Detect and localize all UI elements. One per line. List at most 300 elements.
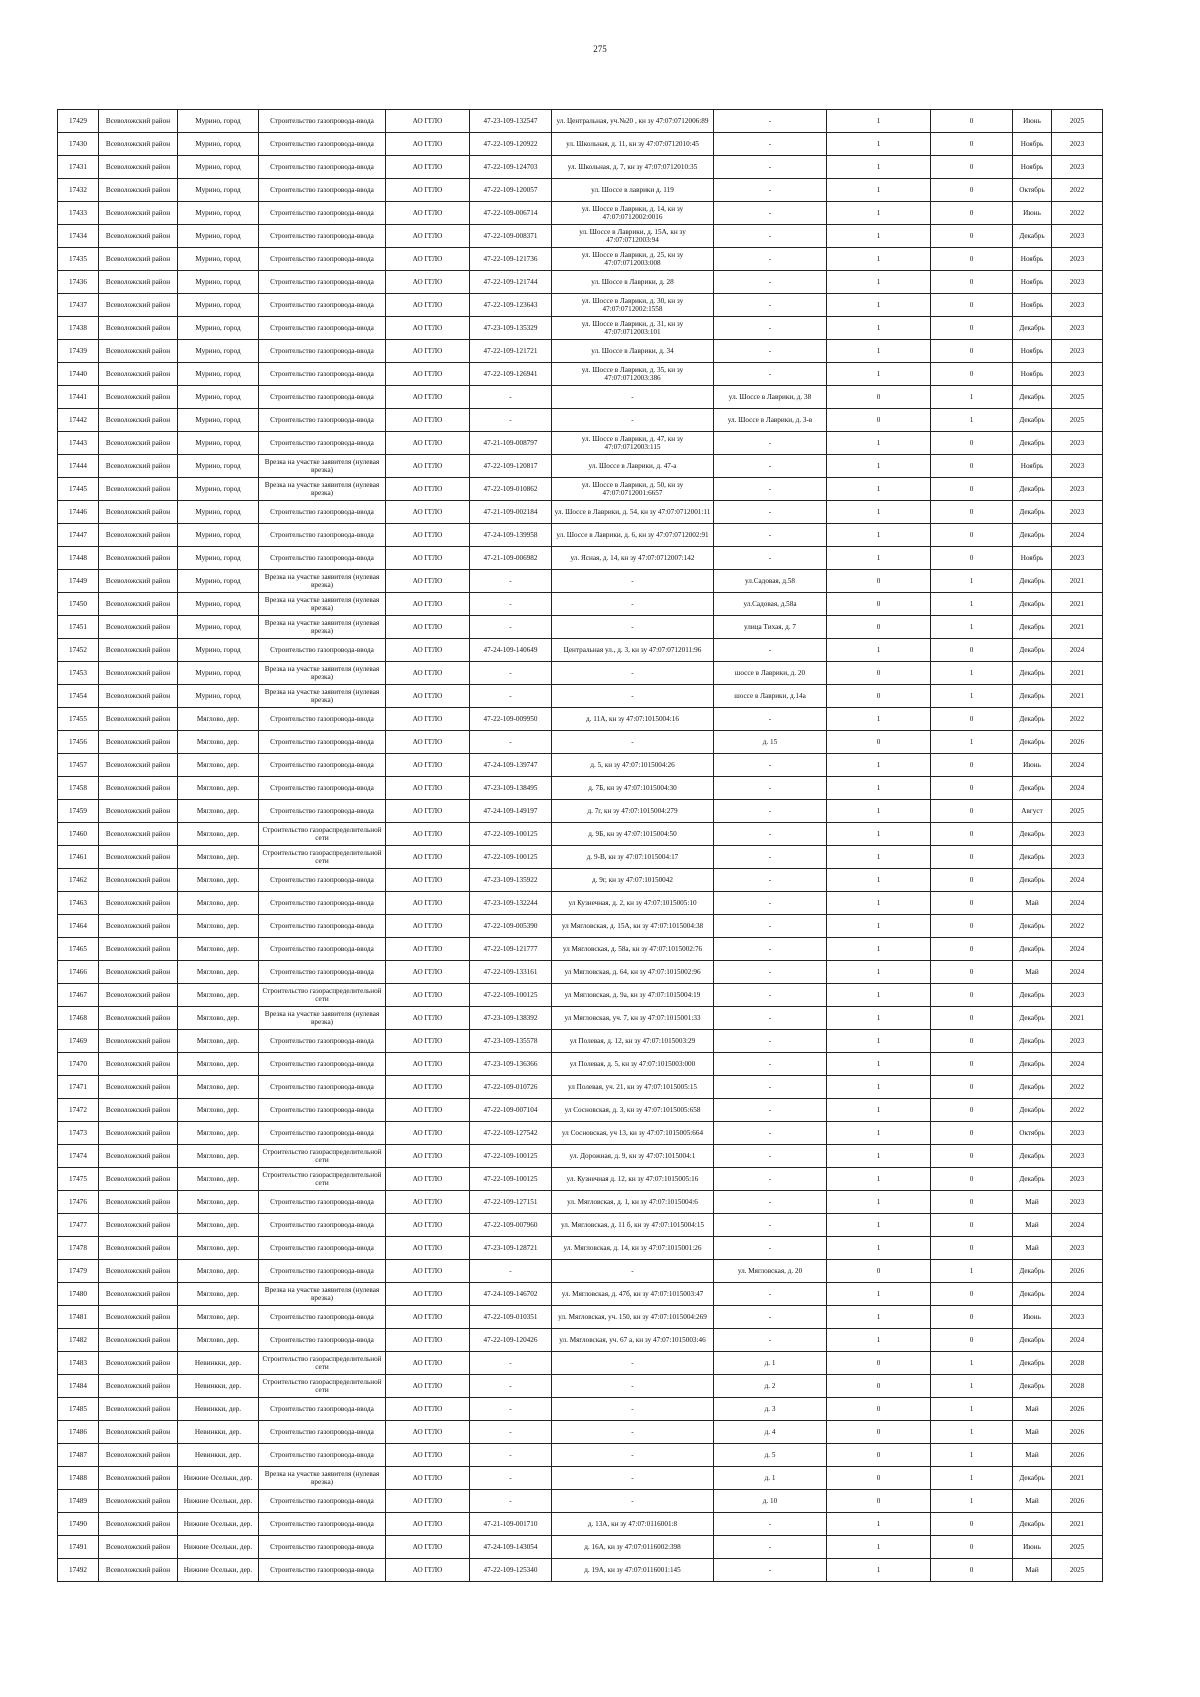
year-cell: 2028 [1052,1352,1103,1375]
address-cell: д. 9-В, кн зу 47:07:1015004:17 [552,846,714,869]
district-cell: Всеволожский район [99,547,178,570]
settlement-cell: Мурино, город [178,248,259,271]
district-cell: Всеволожский район [99,1375,178,1398]
organization-cell: АО ГГЛО [386,915,470,938]
application-number-cell: 47-22-109-100125 [470,846,552,869]
flag-b-cell: 0 [931,639,1013,662]
year-cell: 2024 [1052,892,1103,915]
flag-a-cell: 1 [827,984,931,1007]
alt-address-cell: - [714,1536,827,1559]
settlement-cell: Мурино, город [178,639,259,662]
settlement-cell: Мяглово, дер. [178,1007,259,1030]
application-number-cell: - [470,616,552,639]
flag-b-cell: 0 [931,317,1013,340]
flag-b-cell: 1 [931,685,1013,708]
row-number: 17477 [58,1214,99,1237]
address-cell: ул Сосновская, д. 3, кн зу 47:07:1015005:658 [552,1099,714,1122]
district-cell: Всеволожский район [99,386,178,409]
row-number: 17451 [58,616,99,639]
year-cell: 2024 [1052,938,1103,961]
application-number-cell: 47-23-109-128721 [470,1237,552,1260]
alt-address-cell: ул. Шоссе в Лаврики, д. 3-в [714,409,827,432]
flag-a-cell: 1 [827,1145,931,1168]
table-row [58,156,1103,179]
flag-a-cell: 0 [827,1490,931,1513]
organization-cell: АО ГГЛО [386,1260,470,1283]
settlement-cell: Мурино, город [178,156,259,179]
organization-cell: АО ГГЛО [386,708,470,731]
organization-cell: АО ГГЛО [386,754,470,777]
application-number-cell: 47-22-109-120057 [470,179,552,202]
table-row [58,1214,1103,1237]
district-cell: Всеволожский район [99,1168,178,1191]
application-number-cell: - [470,386,552,409]
settlement-cell: Мяглово, дер. [178,892,259,915]
year-cell: 2023 [1052,1306,1103,1329]
row-number: 17457 [58,754,99,777]
row-number: 17432 [58,179,99,202]
month-cell: Ноябрь [1013,363,1052,386]
year-cell: 2025 [1052,386,1103,409]
table-row [58,823,1103,846]
flag-b-cell: 0 [931,340,1013,363]
application-number-cell: - [470,593,552,616]
work-type-cell: Врезка на участке заявителя (нулевая врезка) [259,570,386,593]
table-row [58,501,1103,524]
row-number: 17463 [58,892,99,915]
year-cell: 2026 [1052,1421,1103,1444]
district-cell: Всеволожский район [99,1237,178,1260]
table-row [58,1283,1103,1306]
application-number-cell: - [470,662,552,685]
flag-b-cell: 1 [931,1352,1013,1375]
district-cell: Всеволожский район [99,1007,178,1030]
application-number-cell: - [470,1352,552,1375]
year-cell: 2024 [1052,1283,1103,1306]
alt-address-cell: - [714,1145,827,1168]
application-number-cell: 47-22-109-006714 [470,202,552,225]
address-cell: ул Полевая, д. 5, кн зу 47:07:1015003:000 [552,1053,714,1076]
year-cell: 2023 [1052,248,1103,271]
year-cell: 2021 [1052,1007,1103,1030]
alt-address-cell: - [714,1306,827,1329]
flag-b-cell: 0 [931,455,1013,478]
address-cell: ул. Шоссе в Лаврики, д. 50, кн зу 47:07:0712001:6657 [552,478,714,501]
row-number: 17464 [58,915,99,938]
work-type-cell: Строительство газопровода-ввода [259,1306,386,1329]
flag-a-cell: 1 [827,1168,931,1191]
table-row [58,386,1103,409]
month-cell: Ноябрь [1013,547,1052,570]
work-type-cell: Строительство газопровода-ввода [259,777,386,800]
row-number: 17476 [58,1191,99,1214]
district-cell: Всеволожский район [99,616,178,639]
settlement-cell: Нижние Осельки, дер. [178,1467,259,1490]
year-cell: 2023 [1052,1191,1103,1214]
flag-b-cell: 1 [931,593,1013,616]
flag-b-cell: 0 [931,915,1013,938]
district-cell: Всеволожский район [99,1398,178,1421]
settlement-cell: Мурино, город [178,133,259,156]
work-type-cell: Строительство газопровода-ввода [259,1260,386,1283]
settlement-cell: Невинкки, дер. [178,1444,259,1467]
settlement-cell: Мурино, город [178,225,259,248]
table-row [58,846,1103,869]
table-row [58,1444,1103,1467]
year-cell: 2023 [1052,455,1103,478]
flag-b-cell: 1 [931,1260,1013,1283]
register-table [57,109,1103,1582]
district-cell: Всеволожский район [99,869,178,892]
district-cell: Всеволожский район [99,1214,178,1237]
settlement-cell: Мяглово, дер. [178,823,259,846]
month-cell: Декабрь [1013,1168,1052,1191]
district-cell: Всеволожский район [99,777,178,800]
flag-b-cell: 1 [931,409,1013,432]
work-type-cell: Врезка на участке заявителя (нулевая врезка) [259,455,386,478]
settlement-cell: Мурино, город [178,386,259,409]
table-row [58,1053,1103,1076]
settlement-cell: Мурино, город [178,662,259,685]
organization-cell: АО ГГЛО [386,685,470,708]
table-row [58,1145,1103,1168]
application-number-cell: 47-22-109-127542 [470,1122,552,1145]
application-number-cell: 47-22-109-120922 [470,133,552,156]
table-row [58,1099,1103,1122]
year-cell: 2024 [1052,1053,1103,1076]
application-number-cell: 47-23-109-132547 [470,110,552,133]
year-cell: 2022 [1052,915,1103,938]
alt-address-cell: - [714,110,827,133]
flag-a-cell: 1 [827,248,931,271]
settlement-cell: Мурино, город [178,271,259,294]
district-cell: Всеволожский район [99,363,178,386]
district-cell: Всеволожский район [99,501,178,524]
application-number-cell: - [470,1421,552,1444]
organization-cell: АО ГГЛО [386,294,470,317]
year-cell: 2023 [1052,1237,1103,1260]
year-cell: 2023 [1052,478,1103,501]
row-number: 17461 [58,846,99,869]
district-cell: Всеволожский район [99,915,178,938]
table-row [58,731,1103,754]
flag-a-cell: 1 [827,547,931,570]
row-number: 17458 [58,777,99,800]
organization-cell: АО ГГЛО [386,731,470,754]
table-row [58,1398,1103,1421]
row-number: 17479 [58,1260,99,1283]
organization-cell: АО ГГЛО [386,271,470,294]
district-cell: Всеволожский район [99,1053,178,1076]
application-number-cell: 47-23-109-132244 [470,892,552,915]
flag-b-cell: 1 [931,616,1013,639]
settlement-cell: Мурино, город [178,593,259,616]
month-cell: Декабрь [1013,317,1052,340]
month-cell: Декабрь [1013,1375,1052,1398]
organization-cell: АО ГГЛО [386,478,470,501]
flag-b-cell: 0 [931,110,1013,133]
flag-a-cell: 1 [827,271,931,294]
flag-a-cell: 1 [827,823,931,846]
work-type-cell: Строительство газопровода-ввода [259,731,386,754]
row-number: 17474 [58,1145,99,1168]
address-cell: ул. Шоссе в Лаврики, д. 31, кн зу 47:07:0712003:101 [552,317,714,340]
month-cell: Ноябрь [1013,248,1052,271]
address-cell: - [552,662,714,685]
address-cell: ул. Центральная, уч.№20 , кн зу 47:07:0712006:89 [552,110,714,133]
work-type-cell: Строительство газопровода-ввода [259,1513,386,1536]
work-type-cell: Врезка на участке заявителя (нулевая врезка) [259,1007,386,1030]
month-cell: Май [1013,1559,1052,1582]
year-cell: 2023 [1052,225,1103,248]
district-cell: Всеволожский район [99,1352,178,1375]
year-cell: 2021 [1052,1467,1103,1490]
settlement-cell: Мурино, город [178,317,259,340]
work-type-cell: Строительство газораспределительной сети [259,984,386,1007]
alt-address-cell: - [714,455,827,478]
flag-b-cell: 0 [931,961,1013,984]
address-cell: - [552,1352,714,1375]
work-type-cell: Врезка на участке заявителя (нулевая врезка) [259,685,386,708]
work-type-cell: Строительство газопровода-ввода [259,133,386,156]
flag-b-cell: 1 [931,386,1013,409]
address-cell: д. 13А, кн зу 47:07:0116001:8 [552,1513,714,1536]
alt-address-cell: - [714,915,827,938]
row-number: 17443 [58,432,99,455]
work-type-cell: Строительство газопровода-ввода [259,1444,386,1467]
table-row [58,593,1103,616]
flag-b-cell: 0 [931,248,1013,271]
district-cell: Всеволожский район [99,1260,178,1283]
table-row [58,363,1103,386]
work-type-cell: Строительство газопровода-ввода [259,225,386,248]
settlement-cell: Мурино, город [178,547,259,570]
flag-b-cell: 0 [931,846,1013,869]
flag-b-cell: 0 [931,1536,1013,1559]
organization-cell: АО ГГЛО [386,1076,470,1099]
alt-address-cell: - [714,547,827,570]
flag-b-cell: 0 [931,1076,1013,1099]
month-cell: Ноябрь [1013,133,1052,156]
address-cell: ул. Мягловская, уч. 67 а, кн зу 47:07:1015003:46 [552,1329,714,1352]
row-number: 17472 [58,1099,99,1122]
flag-b-cell: 0 [931,202,1013,225]
year-cell: 2023 [1052,363,1103,386]
year-cell: 2023 [1052,823,1103,846]
application-number-cell: - [470,570,552,593]
district-cell: Всеволожский район [99,800,178,823]
application-number-cell: - [470,1260,552,1283]
month-cell: Июнь [1013,754,1052,777]
flag-a-cell: 1 [827,1122,931,1145]
flag-a-cell: 1 [827,501,931,524]
month-cell: Июнь [1013,1536,1052,1559]
address-cell: д. 7Б, кн зу 47:07:1015004:30 [552,777,714,800]
address-cell: ул. Кузнечная д. 12, кн зу 47:07:1015005:16 [552,1168,714,1191]
organization-cell: АО ГГЛО [386,662,470,685]
month-cell: Декабрь [1013,777,1052,800]
address-cell: ул. Шоссе в Лаврики, д. 34 [552,340,714,363]
district-cell: Всеволожский район [99,1490,178,1513]
month-cell: Ноябрь [1013,294,1052,317]
settlement-cell: Нижние Осельки, дер. [178,1536,259,1559]
table-row [58,248,1103,271]
organization-cell: АО ГГЛО [386,340,470,363]
row-number: 17456 [58,731,99,754]
table-row [58,662,1103,685]
organization-cell: АО ГГЛО [386,110,470,133]
table-row [58,777,1103,800]
address-cell: ул Мягловская, д. 64, кн зу 47:07:1015002:96 [552,961,714,984]
district-cell: Всеволожский район [99,478,178,501]
settlement-cell: Мурино, город [178,409,259,432]
year-cell: 2023 [1052,317,1103,340]
flag-b-cell: 0 [931,823,1013,846]
month-cell: Октябрь [1013,179,1052,202]
organization-cell: АО ГГЛО [386,777,470,800]
flag-b-cell: 0 [931,133,1013,156]
table-row [58,1513,1103,1536]
alt-address-cell: - [714,363,827,386]
page-number: 275 [593,44,607,54]
flag-b-cell: 0 [931,363,1013,386]
month-cell: Декабрь [1013,409,1052,432]
settlement-cell: Невинкки, дер. [178,1352,259,1375]
month-cell: Декабрь [1013,1030,1052,1053]
flag-a-cell: 1 [827,478,931,501]
flag-b-cell: 0 [931,938,1013,961]
alt-address-cell: - [714,340,827,363]
year-cell: 2023 [1052,1122,1103,1145]
application-number-cell: 47-24-109-139958 [470,524,552,547]
settlement-cell: Мяглово, дер. [178,1099,259,1122]
organization-cell: АО ГГЛО [386,1490,470,1513]
settlement-cell: Мяглово, дер. [178,1260,259,1283]
address-cell: - [552,731,714,754]
month-cell: Декабрь [1013,639,1052,662]
flag-b-cell: 0 [931,1099,1013,1122]
alt-address-cell: - [714,225,827,248]
month-cell: Декабрь [1013,570,1052,593]
work-type-cell: Строительство газопровода-ввода [259,1398,386,1421]
year-cell: 2023 [1052,133,1103,156]
district-cell: Всеволожский район [99,133,178,156]
settlement-cell: Мурино, город [178,294,259,317]
month-cell: Декабрь [1013,1352,1052,1375]
address-cell: ул. Ясная, д. 14, кн зу 47:07:0712007:142 [552,547,714,570]
flag-a-cell: 1 [827,363,931,386]
settlement-cell: Мяглово, дер. [178,1145,259,1168]
row-number: 17478 [58,1237,99,1260]
work-type-cell: Строительство газораспределительной сети [259,1145,386,1168]
district-cell: Всеволожский район [99,961,178,984]
row-number: 17475 [58,1168,99,1191]
flag-a-cell: 0 [827,1352,931,1375]
alt-address-cell: ул.Садовая, д.58 [714,570,827,593]
address-cell: д. 11А, кн зу 47:07:1015004:16 [552,708,714,731]
settlement-cell: Мурино, город [178,455,259,478]
alt-address-cell: - [714,156,827,179]
work-type-cell: Строительство газопровода-ввода [259,938,386,961]
year-cell: 2021 [1052,685,1103,708]
flag-b-cell: 1 [931,570,1013,593]
flag-b-cell: 0 [931,179,1013,202]
year-cell: 2024 [1052,869,1103,892]
organization-cell: АО ГГЛО [386,1122,470,1145]
alt-address-cell: - [714,1329,827,1352]
district-cell: Всеволожский район [99,1030,178,1053]
register-body [58,110,1103,1582]
address-cell: д. 9г, кн зу 47:07:10150042 [552,869,714,892]
alt-address-cell: - [714,202,827,225]
year-cell: 2023 [1052,156,1103,179]
year-cell: 2025 [1052,409,1103,432]
flag-b-cell: 0 [931,501,1013,524]
flag-b-cell: 0 [931,1283,1013,1306]
row-number: 17485 [58,1398,99,1421]
year-cell: 2024 [1052,1214,1103,1237]
settlement-cell: Мурино, город [178,432,259,455]
district-cell: Всеволожский район [99,1536,178,1559]
year-cell: 2023 [1052,1030,1103,1053]
alt-address-cell: - [714,1030,827,1053]
table-row [58,1352,1103,1375]
month-cell: Декабрь [1013,1467,1052,1490]
organization-cell: АО ГГЛО [386,501,470,524]
address-cell: ул. Школьная, д. 7, кн зу 47:07:0712010:35 [552,156,714,179]
table-row [58,1375,1103,1398]
row-number: 17433 [58,202,99,225]
row-number: 17466 [58,961,99,984]
organization-cell: АО ГГЛО [386,984,470,1007]
alt-address-cell: - [714,846,827,869]
settlement-cell: Мяглово, дер. [178,1053,259,1076]
table-row [58,869,1103,892]
row-number: 17430 [58,133,99,156]
work-type-cell: Строительство газопровода-ввода [259,754,386,777]
flag-b-cell: 0 [931,225,1013,248]
flag-a-cell: 0 [827,1398,931,1421]
settlement-cell: Мяглово, дер. [178,915,259,938]
organization-cell: АО ГГЛО [386,455,470,478]
row-number: 17467 [58,984,99,1007]
alt-address-cell: д. 5 [714,1444,827,1467]
row-number: 17453 [58,662,99,685]
alt-address-cell: - [714,1513,827,1536]
year-cell: 2022 [1052,1076,1103,1099]
work-type-cell: Строительство газопровода-ввода [259,156,386,179]
flag-b-cell: 0 [931,1559,1013,1582]
flag-a-cell: 1 [827,1007,931,1030]
month-cell: Май [1013,1421,1052,1444]
row-number: 17469 [58,1030,99,1053]
row-number: 17460 [58,823,99,846]
district-cell: Всеволожский район [99,225,178,248]
settlement-cell: Мяглово, дер. [178,708,259,731]
settlement-cell: Мурино, город [178,501,259,524]
table-row [58,1306,1103,1329]
row-number: 17431 [58,156,99,179]
alt-address-cell: - [714,869,827,892]
organization-cell: АО ГГЛО [386,1191,470,1214]
organization-cell: АО ГГЛО [386,1444,470,1467]
alt-address-cell: - [714,271,827,294]
flag-a-cell: 1 [827,1099,931,1122]
address-cell: - [552,593,714,616]
address-cell: ул Мягловская, уч. 7, кн зу 47:07:1015001:33 [552,1007,714,1030]
work-type-cell: Строительство газопровода-ввода [259,432,386,455]
row-number: 17449 [58,570,99,593]
